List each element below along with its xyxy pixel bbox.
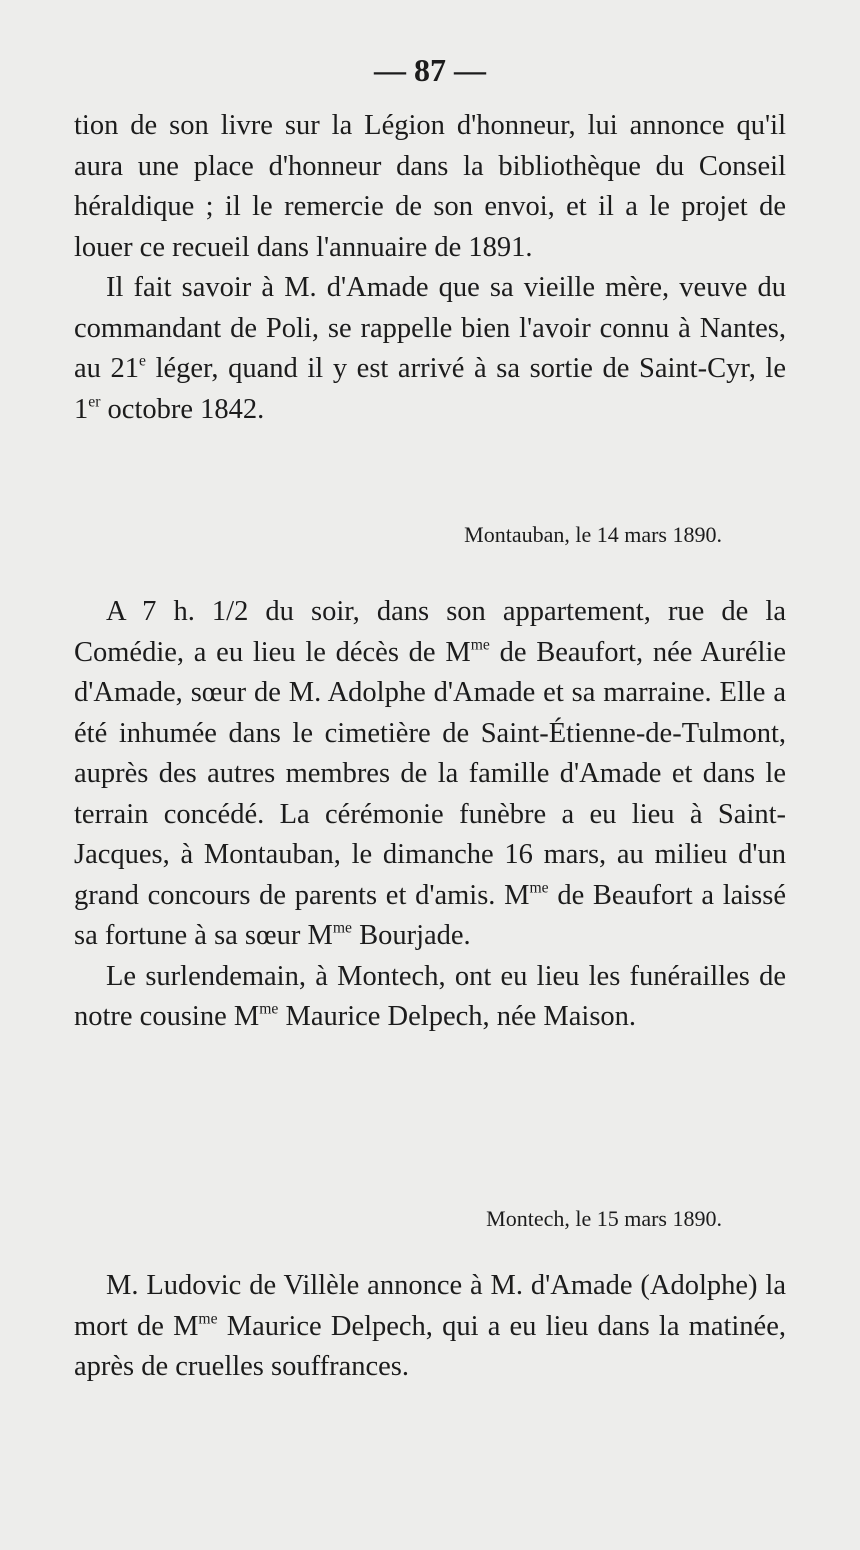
paragraph-3-text-c: de Beaufort a laissé sa fortune à sa sœur M bbox=[74, 879, 787, 951]
superscript: er bbox=[88, 392, 101, 410]
paragraph-5 bbox=[74, 1266, 786, 1388]
paragraph-3-text-b: de Beaufort, née Aurélie d'Amade, sœur de M. Adolphe d'Amade et sa marraine. Elle a été inhumée dans le cimetière de Saint-Étienne-de-Tulmont, auprès des autres membres de la famille d'Amade et dans le terrain concédé. La cérémonie funèbre a eu lieu à Saint-Jacques, à Montauban, le dimanche 16 mars, au milieu d'un grand concours de parents et d'amis. M bbox=[74, 636, 787, 911]
superscript: me bbox=[529, 878, 549, 896]
paragraph-3-text-d: Bourjade. bbox=[351, 920, 471, 951]
paragraph-2 bbox=[74, 268, 786, 430]
superscript: me bbox=[332, 919, 352, 937]
paragraph-1: tion de son livre sur la Légion d'honneur, lui annonce qu'il aura une place d'honneur dans la bibliothèque du Conseil héraldique ; il le remercie de son envoi, et il a le projet de louer ce recueil dans l'annuaire de 1891. bbox=[74, 110, 786, 263]
text-section-3 bbox=[74, 1266, 786, 1388]
paragraph-4-text-b: Maurice Delpech, née Maison. bbox=[278, 1001, 637, 1032]
paragraph-3-text-a: A 7 h. 1/2 du soir, dans son appartement, rue de la Comédie, a eu lieu le décès de M bbox=[74, 596, 786, 668]
page-number: — 87 — bbox=[374, 52, 486, 88]
text-section-2 bbox=[74, 592, 786, 1038]
paragraph-4-text-a: Le surlendemain, à Montech, ont eu lieu les funérailles de notre cousine M bbox=[74, 960, 786, 1032]
dateline-montauban: Montauban, le 14 mars 1890. bbox=[464, 522, 722, 547]
text-section-1 bbox=[74, 106, 786, 430]
paragraph-2-text-a: Il fait savoir à M. d'Amade que sa vieille mère, veuve du commandant de Poli, se rappelle bien l'avoir connu à Nantes, au 21 bbox=[74, 272, 786, 384]
dateline-montech: Montech, le 15 mars 1890. bbox=[486, 1206, 722, 1231]
superscript: e bbox=[139, 352, 146, 370]
paragraph-5-text-b: Maurice Delpech, qui a eu lieu dans la matinée, après de cruelles souffrances. bbox=[74, 1310, 786, 1382]
superscript: me bbox=[470, 635, 490, 653]
paragraph-3 bbox=[74, 592, 786, 957]
paragraph-4 bbox=[74, 957, 786, 1038]
paragraph-5-text-a: M. Ludovic de Villèle annonce à M. d'Amade (Adolphe) la mort de M bbox=[74, 1270, 786, 1342]
superscript: me bbox=[198, 1309, 218, 1327]
paragraph-2-text-b: léger, quand il y est arrivé à sa sortie de Saint-Cyr, le 1 bbox=[74, 353, 786, 425]
superscript: me bbox=[259, 1000, 279, 1018]
paragraph-2-text-c: octobre 1842. bbox=[100, 393, 265, 425]
